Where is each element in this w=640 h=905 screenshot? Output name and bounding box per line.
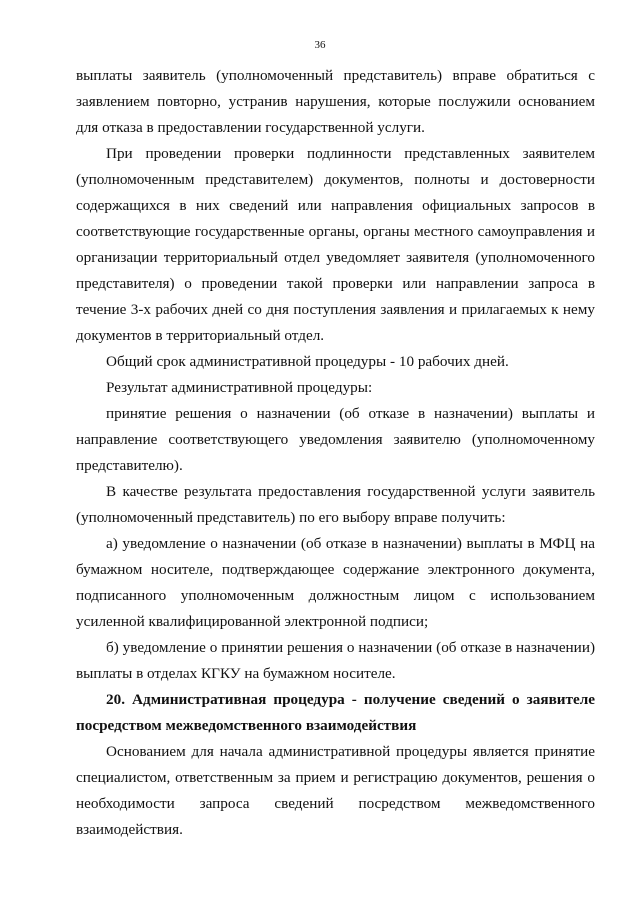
- page-number: 36: [314, 39, 326, 51]
- paragraph: Результат административной процедуры:: [106, 379, 373, 396]
- paragraph: а) уведомление о назначении (об отказе в назначении) выплаты в МФЦ на бумажном носителе, подтверждающее содержание электронного документа, подписанного уполномоченным должностным лицом с использованием усиленной квалифицированной электронной подписи;: [76, 535, 595, 630]
- paragraph: В качестве результата предоставления государственной услуги заявитель (уполномоченный представитель) по его выбору вправе получить:: [76, 483, 595, 526]
- paragraph: При проведении проверки подлинности представленных заявителем (уполномоченным представителем) документов, полноты и достоверности содержащихся в них сведений или направления официальных запросов в соответствующие государственные органы, органы местного самоуправления и организации территориальный отдел уведомляет заявителя (уполномоченного представителя) о проведении такой проверки или направлении запроса в течение 3-х рабочих дней со дня поступления заявления и прилагаемых к нему документов в территориальный отдел.: [76, 145, 595, 344]
- paragraph: Общий срок административной процедуры - 10 рабочих дней.: [106, 353, 509, 370]
- document-body: [76, 63, 595, 843]
- paragraph: б) уведомление о принятии решения о назначении (об отказе в назначении) выплаты в отделах КГКУ на бумажном носителе.: [76, 639, 595, 682]
- paragraph: выплаты заявитель (уполномоченный представитель) вправе обратиться с заявлением повторно, устранив нарушения, которые послужили основанием для отказа в предоставлении государственной услуги.: [76, 67, 595, 136]
- paragraph: Основанием для начала административной процедуры является принятие специалистом, ответственным за прием и регистрацию документов, решения о необходимости запроса сведений посредством межведомственного взаимодействия.: [76, 743, 595, 838]
- paragraph: принятие решения о назначении (об отказе в назначении) выплаты и направление соответствующего уведомления заявителю (уполномоченному представителю).: [76, 405, 595, 474]
- section-heading: 20. Административная процедура - получение сведений о заявителе посредством межведомственного взаимодействия: [76, 691, 595, 734]
